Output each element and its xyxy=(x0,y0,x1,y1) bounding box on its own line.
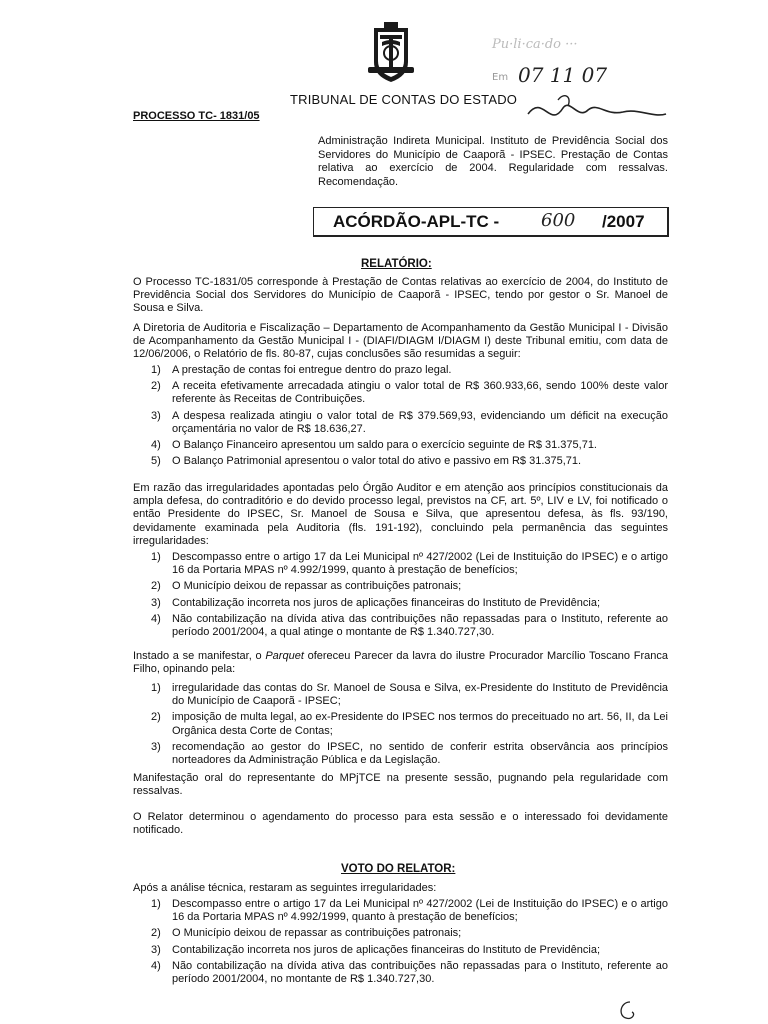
process-number: PROCESSO TC- 1831/05 xyxy=(133,110,260,122)
list-item: 2) O Município deixou de repassar as contribuições patronais; xyxy=(151,927,462,940)
relatorio-paragraph-6: O Relator determinou o agendamento do processo para esta sessão e o interessado foi devidamente notificado. xyxy=(133,811,668,837)
list-item: 4) Não contabilização na dívida ativa das contribuições não repassadas para o Instituto, referente ao período 2001/2004, a qual atinge o montante de R$ 1.340.727,30. xyxy=(151,612,668,639)
handwritten-initial xyxy=(612,998,642,1024)
institution-name: TRIBUNAL DE CONTAS DO ESTADO xyxy=(290,92,518,107)
acordao-handwritten-number xyxy=(537,207,607,231)
acordao-label: ACÓRDÃO-APL-TC - xyxy=(333,212,500,231)
list-item: 1) Descompasso entre o artigo 17 da Lei Municipal nº 427/2002 (Lei de Instituição do IPSEC) e o artigo 16 da Portaria MPAS nº 4.992/1999, quanto à prestação de benefícios; xyxy=(151,551,668,577)
list-item: 3) Contabilização incorreta nos juros de aplicações financeiras do Instituto de Previdência; xyxy=(151,596,601,609)
relatorio-paragraph-3: Em razão das irregularidades apontadas pelo Órgão Auditor e em atenção aos princípios constitucionais da ampla defesa, do contraditório e do devido processo legal, previstos na CF, art. 5º, LIV e LV, foi notificado o então Presidente do IPSEC, Sr. Manoel de Sousa e Silva, que apresentou defesa, às fls. 93/190, devidamente examinada pela Auditoria (fls. 191-192), concluindo pela permanência das seguintes irregularidades: xyxy=(133,482,668,547)
irregularities-list xyxy=(133,551,668,642)
relatorio-paragraph-1: O Processo TC-1831/05 corresponde à Prestação de Contas relativas ao exercício de 2004, do Instituto de Previdência Social dos Servidores do Município de Caaporã - IPSEC, tendo por gestor o Sr. Manoel de Sousa e Silva. xyxy=(133,276,668,315)
audit-conclusions-list xyxy=(133,364,668,471)
list-item: 1) Descompasso entre o artigo 17 da Lei Municipal nº 427/2002 (Lei de Instituição do IPSEC) e o artigo 16 da Portaria MPAS nº 4.992/1999, quanto à prestação de benefícios; xyxy=(151,898,668,924)
stamp-date: 07 11 07 xyxy=(518,63,608,87)
acordao-year: /2007 xyxy=(602,212,645,231)
list-item: 3) recomendação ao gestor do IPSEC, no sentido de conferir estrita observância aos princípios norteadores da Administração Pública e da Legislação. xyxy=(151,740,668,767)
relatorio-paragraph-2: A Diretoria de Auditoria e Fiscalização – Departamento de Acompanhamento da Gestão Municipal I - Divisão de Acompanhamento da Gestão Municipal I - (DIAFI/DIAGM I/DIAGM I) deste Tribunal emitiu, com data de 12/06/2006, o Relatório de fls. 80-87, cujas conclusões são resumidas a seguir: xyxy=(133,322,668,361)
list-item: 3) Contabilização incorreta nos juros de aplicações financeiras do Instituto de Previdência; xyxy=(151,943,601,956)
list-item: 2) O Município deixou de repassar as contribuições patronais; xyxy=(151,580,462,593)
list-item: 5) O Balanço Patrimonial apresentou o valor total do ativo e passivo em R$ 31.375,71. xyxy=(151,455,582,468)
list-item: 1) irregularidade das contas do Sr. Manoel de Sousa e Silva, ex-Presidente do Instituto de Previdência do Município de Caaporã - IPSEC; xyxy=(151,682,668,708)
relatorio-heading: RELATÓRIO: xyxy=(361,258,432,270)
svg-text:Em: Em xyxy=(492,72,509,83)
handwritten-date-stamp xyxy=(488,34,678,134)
coat-of-arms-icon xyxy=(366,22,416,84)
list-item: 2) A receita efetivamente arrecadada atingiu o valor total de R$ 360.933,66, sendo 100% deste valor referente às Receitas de Contribuições. xyxy=(151,380,668,406)
list-item: 2) imposição de multa legal, ao ex-Presidente do IPSEC nos termos do preceituado no art. 56, II, da Lei Orgânica desta Corte de Contas; xyxy=(151,711,668,737)
list-item: 4) O Balanço Financeiro apresentou um saldo para o exercício seguinte de R$ 31.375,71. xyxy=(151,439,597,452)
voto-heading: VOTO DO RELATOR: xyxy=(341,863,456,875)
case-summary: Administração Indireta Municipal. Instituto de Previdência Social dos Servidores do Município de Caaporã - IPSEC. Prestação de Contas relativa ao exercício de 2004. Regularidade com ressalvas. Recomendação. xyxy=(318,135,668,188)
voto-irregularities-list xyxy=(133,898,668,989)
svg-text:Pu·li·ca·do ···: Pu·li·ca·do ··· xyxy=(492,37,578,52)
list-item: 4) Não contabilização na dívida ativa das contribuições não repassadas para o Instituto, referente ao período 2001/2004, no montante de R$ 1.340.727,30. xyxy=(151,959,668,986)
svg-text:600: 600 xyxy=(541,210,576,231)
relatorio-paragraph-4: Instado a se manifestar, o Parquet ofereceu Parecer da lavra do ilustre Procurador Marcílio Toscano Franca Filho, opinando pela: xyxy=(133,650,668,676)
relatorio-paragraph-5: Manifestação oral do representante do MPjTCE na presente sessão, pugnando pela regularidade com ressalvas. xyxy=(133,772,668,798)
list-item: 3) A despesa realizada atingiu o valor total de R$ 379.569,93, evidenciando um déficit na execução orçamentária no valor de R$ 18.636,27. xyxy=(151,409,668,435)
list-item: 1) A prestação de contas foi entregue dentro do prazo legal. xyxy=(151,364,452,376)
parecer-list xyxy=(133,682,668,770)
voto-intro: Após a análise técnica, restaram as seguintes irregularidades: xyxy=(133,882,437,894)
